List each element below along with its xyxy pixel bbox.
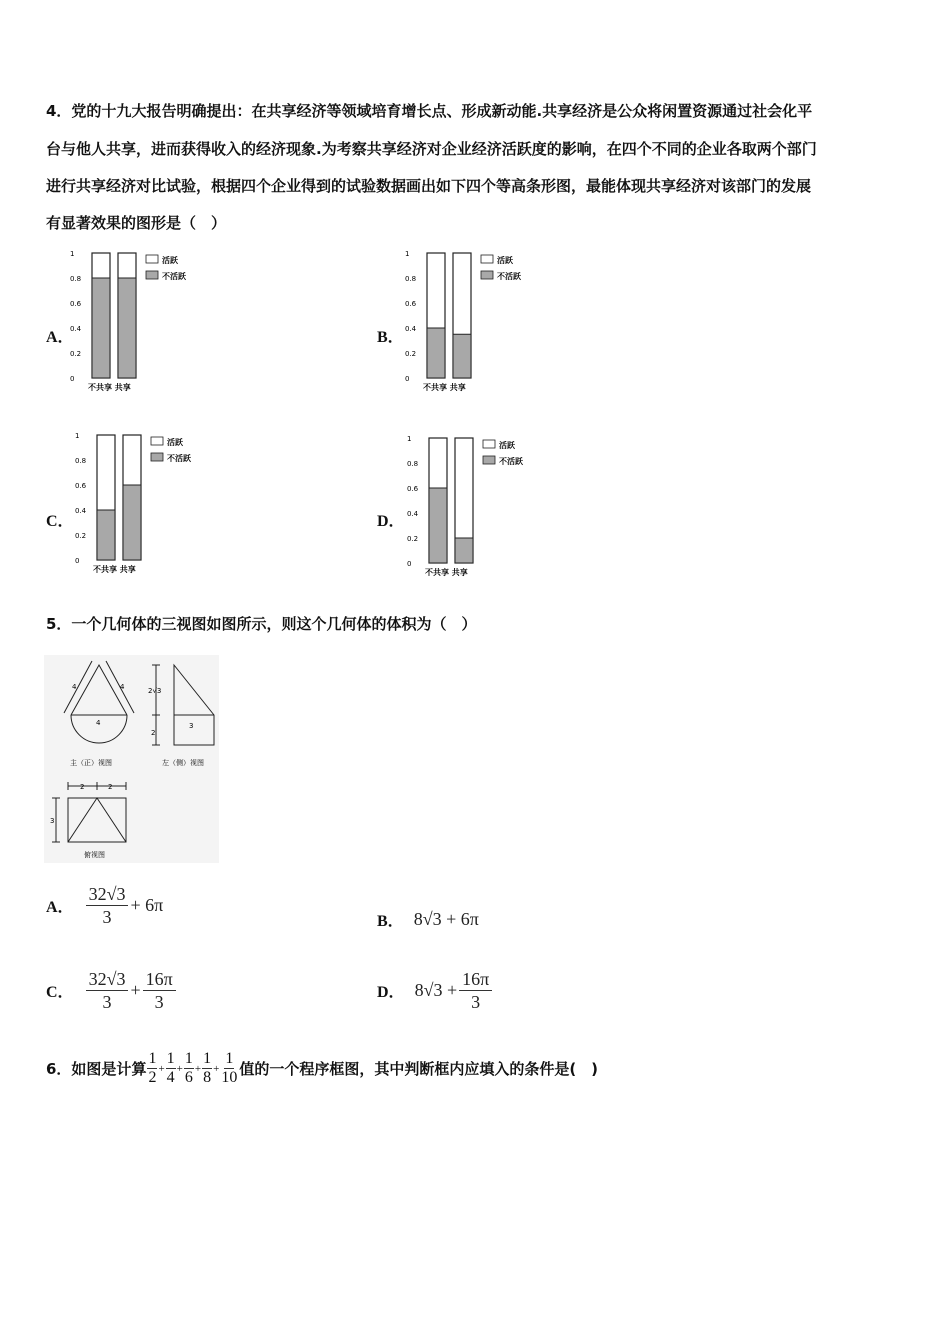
q4-line-4: 有显著效果的图形是（ ）: [46, 214, 227, 232]
y-tick-label: 0.8: [75, 457, 87, 465]
q5-option-d-num: 16π: [459, 970, 492, 991]
bar-不共享-bottom-segment: [427, 328, 445, 378]
legend-label-不活跃: 不活跃: [162, 272, 186, 281]
bar-不共享-bottom-segment: [429, 488, 447, 563]
legend-swatch-不活跃: [146, 271, 158, 279]
side-view-label: 左（侧）视图: [162, 759, 204, 767]
bar-共享-bottom-segment: [455, 538, 473, 563]
front-dim-left-label: 4: [72, 683, 77, 691]
y-tick-label: 0: [75, 557, 80, 565]
legend-label-不活跃: 不活跃: [167, 454, 191, 463]
q6-term-5-den: 10: [221, 1069, 238, 1086]
q5-option-a-tail: + 6π: [130, 895, 164, 915]
q6-pre-text: 6．如图是计算: [46, 1060, 147, 1078]
y-tick-label: 0: [405, 375, 410, 383]
q5-option-d-fraction: [459, 970, 492, 1011]
q6-term-2: [166, 1050, 176, 1087]
q6-term-4-num: 1: [203, 1050, 212, 1067]
q6-term-1-den: 2: [148, 1069, 157, 1086]
q5-option-d-pre: 8√3 +: [414, 980, 458, 1000]
y-tick-label: 0.2: [407, 535, 419, 543]
q4-option-a-label[interactable]: A．: [46, 329, 74, 346]
side-dim-top-label: 2√3: [148, 687, 162, 695]
legend-swatch-不活跃: [481, 271, 493, 279]
q5-option-b[interactable]: [377, 908, 479, 931]
y-tick-label: 1: [407, 435, 412, 443]
y-tick-label: 1: [75, 432, 80, 440]
top-dim-2-label: 2: [108, 783, 113, 791]
q6-term-2-den: 4: [166, 1069, 175, 1086]
bar-不共享-bottom-segment: [97, 510, 115, 560]
bar-共享-bottom-segment: [123, 485, 141, 560]
q5-question-text: 5．一个几何体的三视图如图所示，则这个几何体的体积为（ ）: [46, 615, 477, 633]
bar-共享-bottom-segment: [118, 278, 136, 378]
side-dim-bottom-label: 2: [151, 729, 156, 737]
x-axis-label: 不共享 共享: [88, 383, 131, 392]
y-tick-label: 0.8: [70, 275, 82, 283]
q6-term-1: [147, 1050, 157, 1087]
side-width-label: 3: [189, 722, 194, 730]
legend-label-不活跃: 不活跃: [499, 457, 523, 466]
legend-swatch-活跃: [481, 255, 493, 263]
q4-line-1: 4．党的十九大报告明确提出：在共享经济等领域培育增长点、形成新动能.共享经济是公众将闲置资源通过社会化平: [46, 102, 813, 120]
y-tick-label: 0.6: [405, 300, 417, 308]
q5-option-d-label: D．: [377, 984, 405, 1001]
q6-term-3-den: 6: [184, 1069, 193, 1086]
bar-共享-bottom-segment: [453, 334, 471, 378]
q6-term-4-den: 8: [203, 1069, 212, 1086]
y-tick-label: 0.8: [405, 275, 417, 283]
y-tick-label: 0.4: [407, 510, 419, 518]
legend-label-活跃: 活跃: [162, 256, 178, 265]
legend-label-不活跃: 不活跃: [497, 272, 521, 281]
q6-term-3-num: 1: [184, 1050, 193, 1067]
x-axis-label: 不共享 共享: [93, 565, 136, 574]
x-axis-label: 不共享 共享: [423, 383, 466, 392]
q4-line-2: 台与他人共享，进而获得收入的经济现象.为考察共享经济对企业经济活跃度的影响，在四个不同的企业各取两个部门: [46, 140, 817, 158]
front-base-label: 4: [96, 719, 101, 727]
q5-option-a-fraction: [86, 885, 129, 926]
q6-plus-1: +: [158, 1062, 165, 1075]
q6-term-1-num: 1: [148, 1050, 157, 1067]
y-tick-label: 0.6: [407, 485, 419, 493]
q5-option-a-den: 3: [102, 907, 112, 927]
y-tick-label: 0.2: [405, 350, 417, 358]
y-tick-label: 0.4: [70, 325, 82, 333]
q5-option-c-fraction-2: [143, 970, 176, 1011]
three-view-figure: [44, 655, 219, 863]
q5-option-c-den-1: 3: [102, 992, 112, 1012]
chart-a: [70, 245, 200, 395]
y-tick-label: 0.6: [70, 300, 82, 308]
y-tick-label: 0.4: [75, 507, 87, 515]
legend-swatch-不活跃: [151, 453, 163, 461]
top-height-label: 3: [50, 817, 55, 825]
legend-swatch-活跃: [146, 255, 158, 263]
q5-option-a-num: 32√3: [86, 885, 129, 906]
q6-term-3: [184, 1050, 194, 1087]
x-axis-label: 不共享 共享: [425, 568, 468, 577]
y-tick-label: 0.4: [405, 325, 417, 333]
y-tick-label: 0: [70, 375, 75, 383]
legend-label-活跃: 活跃: [497, 256, 513, 265]
q5-option-a-label: A．: [46, 899, 74, 916]
q5-option-c-fraction-1: [86, 970, 129, 1011]
q4-option-d-label[interactable]: D．: [377, 513, 405, 530]
chart-d: [407, 430, 537, 580]
y-tick-label: 0.8: [407, 460, 419, 468]
front-view-label: 主（正）视图: [70, 759, 112, 767]
y-tick-label: 1: [70, 250, 75, 258]
q5-option-c-num-1: 32√3: [86, 970, 129, 991]
q5-option-b-label: B．: [377, 913, 404, 930]
y-tick-label: 0.6: [75, 482, 87, 490]
q6-post-text: 值的一个程序框图，其中判断框内应填入的条件是( ): [239, 1060, 599, 1078]
q5-option-c-label: C．: [46, 984, 74, 1001]
bar-不共享-bottom-segment: [92, 278, 110, 378]
q5-option-d-den: 3: [471, 992, 481, 1012]
y-tick-label: 0: [407, 560, 412, 568]
q5-option-d[interactable]: [377, 970, 494, 1011]
y-tick-label: 0.2: [70, 350, 82, 358]
q5-option-a[interactable]: [46, 885, 163, 926]
q6-plus-2: +: [176, 1062, 183, 1075]
legend-swatch-不活跃: [483, 456, 495, 464]
q4-option-c-label[interactable]: C．: [46, 513, 74, 530]
q6-plus-3: +: [194, 1062, 202, 1075]
chart-b: [405, 245, 535, 395]
q6-term-4: [202, 1050, 212, 1087]
legend-swatch-活跃: [151, 437, 163, 445]
legend-label-活跃: 活跃: [499, 441, 515, 450]
q5-option-c-den-2: 3: [154, 992, 164, 1012]
q6-question: [46, 1050, 598, 1087]
q4-option-b-label[interactable]: B．: [377, 329, 404, 346]
q6-plus-4: +: [213, 1062, 220, 1075]
chart-c: [75, 427, 205, 577]
y-tick-label: 0.2: [75, 532, 87, 540]
top-view-label: 俯视图: [84, 851, 105, 859]
q5-option-c[interactable]: [46, 970, 178, 1011]
q5-option-b-expr: 8√3 + 6π: [413, 909, 479, 929]
q5-option-c-plus: +: [130, 980, 141, 1000]
q6-term-5: [220, 1050, 238, 1087]
y-tick-label: 1: [405, 250, 410, 258]
q6-term-2-num: 1: [166, 1050, 175, 1067]
front-dim-right-label: 4: [120, 683, 125, 691]
q5-option-c-num-2: 16π: [143, 970, 176, 991]
legend-swatch-活跃: [483, 440, 495, 448]
top-dim-1-label: 2: [80, 783, 85, 791]
legend-label-活跃: 活跃: [167, 438, 183, 447]
q4-line-3: 进行共享经济对比试验，根据四个企业得到的试验数据画出如下四个等高条形图，最能体现共享经济对该部门的发展: [46, 177, 812, 195]
q6-term-5-num: 1: [225, 1050, 234, 1067]
